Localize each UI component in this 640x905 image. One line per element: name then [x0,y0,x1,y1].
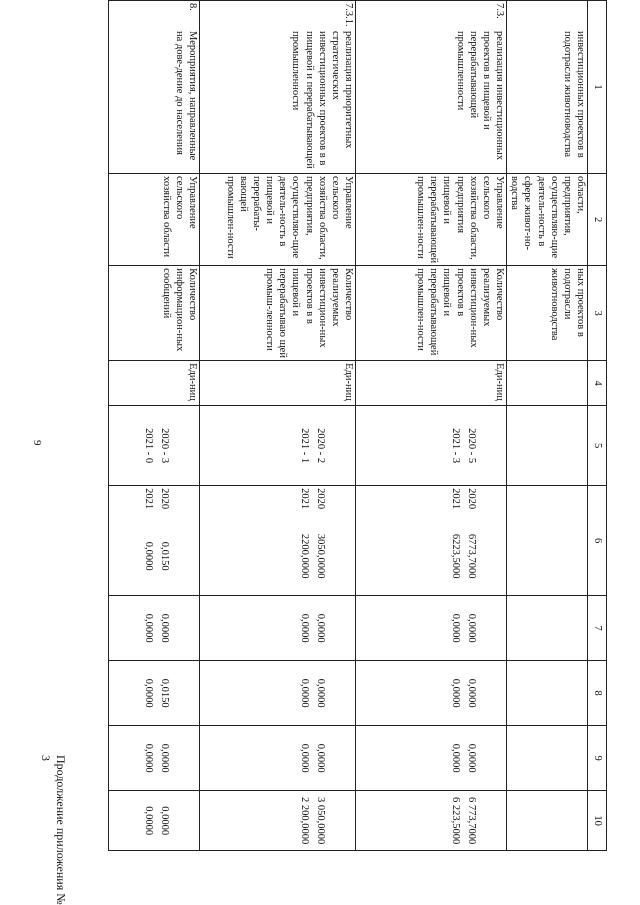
cell-stage [109,406,200,486]
cell-unit [109,361,200,406]
cell-col7 [200,596,356,661]
stage-value [527,408,543,483]
cell-year-total [507,486,588,596]
unit-text: Еди-ниц [187,363,198,401]
total-value [543,498,559,593]
cell-unit [507,361,588,406]
row-number [561,3,587,31]
value-col8: 0,0000 [466,678,477,708]
value-col7: 0,0000 [450,613,461,643]
cell-col9 [109,726,200,791]
responsible-text: Управление сельского хозяйства области [160,176,198,258]
activity-name: Мероприятия, направленные на дове-дение до населения [173,31,198,161]
indicator-text: Количество реализуемых инвестицион-ных проектов в в пищевой и перерабатываю щей промыш-ленности [264,268,354,358]
cell-activity [356,1,507,174]
cell-responsible [356,174,507,266]
cell-indicator [356,266,507,361]
cell-col7 [356,596,507,661]
header-cell: 5 [588,406,607,486]
cell-col8 [507,661,588,726]
year-value: 2021 [143,488,154,510]
year-value: 2020 [159,488,170,510]
value-col10: 6 773,7000 [466,797,477,845]
indicator-text: ных проектов в подотрасли животноводства [548,268,586,341]
activity-name: реализация приоритетных стратегических инвестиционных проектов в в пищевой и перерабатывающей промышленности [290,31,354,169]
value-col7 [527,598,543,658]
value-col9: 0,0000 [450,743,461,773]
cell-stage [507,406,588,486]
table-row [507,1,588,851]
header-cell: 10 [588,791,607,851]
stage-value: 2020 - 5 [466,428,477,464]
header-cell: 9 [588,726,607,791]
value-col10 [527,793,543,848]
value-col10: 0,0000 [159,806,170,836]
value-col10: 0,0000 [143,806,154,836]
page-number: 9 [31,440,43,446]
value-col9: 0,0000 [299,743,310,773]
header-cell: 1 [588,1,607,174]
cell-year-total [200,486,356,596]
stage-value [543,408,559,483]
total-value: 0,0000 [143,541,154,571]
cell-col10 [200,791,356,851]
table-row [109,1,200,851]
cell-col7 [507,596,588,661]
table-row [356,1,507,851]
value-col7: 0,0000 [315,613,326,643]
cell-responsible [200,174,356,266]
cell-stage [356,406,507,486]
cell-col9 [356,726,507,791]
value-col7: 0,0000 [143,613,154,643]
header-cell: 7 [588,596,607,661]
cell-col9 [200,726,356,791]
activity-name: реализация инвестиционных проектов в пищевой и перерабатывающей промышленности [454,31,505,161]
value-col8: 0,0000 [299,678,310,708]
value-col8: 0,0000 [315,678,326,708]
value-col9 [527,728,543,788]
cell-col7 [109,596,200,661]
value-col8: 0,0000 [450,678,461,708]
value-col9: 0,0000 [143,743,154,773]
value-col7: 0,0000 [159,613,170,643]
header-cell: 8 [588,661,607,726]
header-cell: 6 [588,486,607,596]
value-col7 [543,598,559,658]
value-col7: 0,0000 [466,613,477,643]
value-col9: 0,0000 [159,743,170,773]
value-col7: 0,0000 [299,613,310,643]
value-col8 [527,663,543,723]
row-number: 7.3.1. [343,3,354,27]
cell-unit [200,361,356,406]
value-col9 [543,728,559,788]
row-number: 8. [187,3,198,11]
value-col8: 0,0150 [159,678,170,708]
cell-col8 [356,661,507,726]
responsible-text: Управление сельского хозяйства области, предприятия, осуществляю-щие деятель-ность в пищевой и перерабаты-вающей промышлен-ности [224,176,354,260]
cell-indicator [507,266,588,361]
total-value: 6223,5000 [450,533,461,579]
header-cell: 2 [588,174,607,266]
cell-responsible [507,174,588,266]
table-row [200,1,356,851]
total-value [527,498,543,593]
cell-col9 [507,726,588,791]
value-col9: 0,0000 [315,743,326,773]
stage-value: 2021 - 0 [143,428,154,464]
total-value: 3050,0000 [315,533,326,579]
cell-col8 [200,661,356,726]
cell-stage [200,406,356,486]
total-value: 2200,0000 [299,533,310,579]
cell-indicator [109,266,200,361]
value-col9: 0,0000 [466,743,477,773]
value-col8 [543,663,559,723]
row-number: 7.3. [494,3,505,19]
value-col10 [543,793,559,848]
cell-col10 [356,791,507,851]
cell-year-total [356,486,507,596]
unit-text: Еди-ниц [494,363,505,401]
cell-col10 [109,791,200,851]
cell-unit [356,361,507,406]
header-cell: 3 [588,266,607,361]
value-col8: 0,0000 [143,678,154,708]
page-caption: Продолжение приложения № 3 [39,755,68,905]
unit-text: Еди-ниц [343,363,354,401]
total-value: 6773,7000 [466,533,477,579]
stage-value: 2020 - 2 [315,428,326,464]
value-col10: 2 200,0000 [299,797,310,845]
budget-table [108,0,607,851]
year-value: 2021 [299,488,310,510]
year-value: 2020 [466,488,477,510]
total-value: 0,0150 [159,541,170,571]
indicator-text: Количество реализуемых инвестицион-ных проектов в пищевой и перерабатывающей промышлен-ности [415,268,505,356]
value-col10: 6 223,5000 [450,797,461,845]
indicator-text: Количество информацион-ных сообщений [160,268,198,352]
responsible-text: области, предприятия, осуществляю-щие деятель-ность в сфере живот-но-водства [509,176,586,259]
year-value: 2020 [315,488,326,510]
cell-activity [200,1,356,174]
cell-col10 [507,791,588,851]
cell-activity [507,1,588,174]
stage-value: 2020 - 3 [159,428,170,464]
value-col10: 3 050,0000 [315,797,326,845]
cell-col8 [109,661,200,726]
cell-responsible [109,174,200,266]
table-header-row [588,1,607,851]
year-value: 2021 [450,488,461,510]
responsible-text: Управление сельского хозяйства области, предприятия пищевой и перерабатывающей промышлен-ности [415,176,505,264]
stage-value: 2021 - 1 [299,428,310,464]
cell-indicator [200,266,356,361]
header-cell: 4 [588,361,607,406]
activity-name: инвестиционных проектов в подотрасли животноводства [561,31,586,158]
stage-value: 2021 - 3 [450,428,461,464]
cell-year-total [109,486,200,596]
cell-activity [109,1,200,174]
